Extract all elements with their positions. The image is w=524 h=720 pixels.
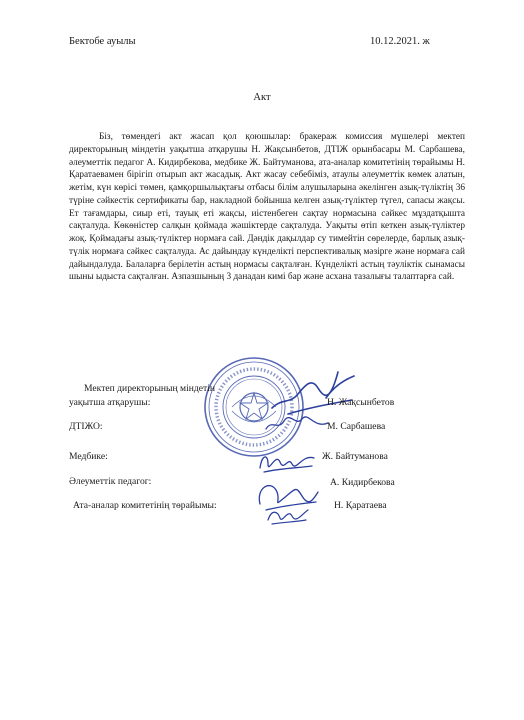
sig-name-social-pedagog: А. Кидирбекова [330,477,395,488]
signature-nurse-scribble [254,446,318,476]
sig-name-director: Н. Жақсынбетов [327,397,395,408]
signature-deputy-scribble [262,413,332,435]
sig-role-nurse: Медбике: [69,451,108,462]
sig-role-deputy: ДТІЖО: [69,421,103,432]
sig-role-social-pedagog: Әлеуметтік педагог: [69,476,152,487]
signature-director-scribble [268,358,358,420]
signature-parents-chair-scribble [262,502,312,528]
header-date: 10.12.2021. ж [370,36,430,47]
sig-name-nurse: Ж. Байтуманова [322,451,388,462]
sig-role-director-line1: Мектеп директорының міндетін [84,383,216,394]
act-body-text: Біз, төмендегі акт жасап қол қоюшылар: бракераж комиссия мүшелері мектеп директорының міндетін уақытша атқарушы Н. Жақсынбетов, ДТІЖ орынбасары М. Сарбашева, әлеуметтік педагог А. Кидирбекова, медбике Ж. Байтуманова, ата-аналар комитетінің төрайымы Н. Қаратаевамен бірігіп отырып акт жасадық. Акт жасау себебіміз, атаулы әлеуметтік көмек алатын, жетім, күн көрісі төмен, қамқоршылықтағы отбасы білім алушыларына әкелінген азық-түліктің 36 түріне сәйкестік сертификаты бар, накладной бойынша келген азық-түліктер түгел, сапасы жақсы. Ет тағамдары, сиыр еті, тауық еті жақсы, иістенбеген сақтау нормасына сәйкес мұздатқышта сақталуда. Көкөністер салқын қоймада жәшіктерде сақталуда. Уақыты өтіп кеткен азық-түліктер жоқ. Қоймадағы азық-түліктер нормаға сай. Дәндік дақылдар су тимейтін сөрелерде, барлық азық-түлік нормаға сәйкес сақталуда. Ас дайындау күнделікті перспективалық мәзірге және нормаға сай дайындалуда. Балаларға берілетін астың нормасы сақталған. Күнделікті астың тәуліктік сынамасы шыны ыдыста сақталған. Азпазшының 3 данадан кимі бар және асхана тазалығы талаптарға сай. [69,132,465,283]
sig-role-parents-chair: Ата-аналар комитетінің төрайымы: [73,500,217,511]
sig-name-deputy: М. Сарбашева [327,421,386,432]
sig-name-parents-chair: Н. Қаратаева [334,500,387,511]
header-place: Бектобе ауылы [69,36,136,47]
document-title: Акт [253,92,271,103]
sig-role-director-line2: уақытша атқарушы: [69,397,151,408]
